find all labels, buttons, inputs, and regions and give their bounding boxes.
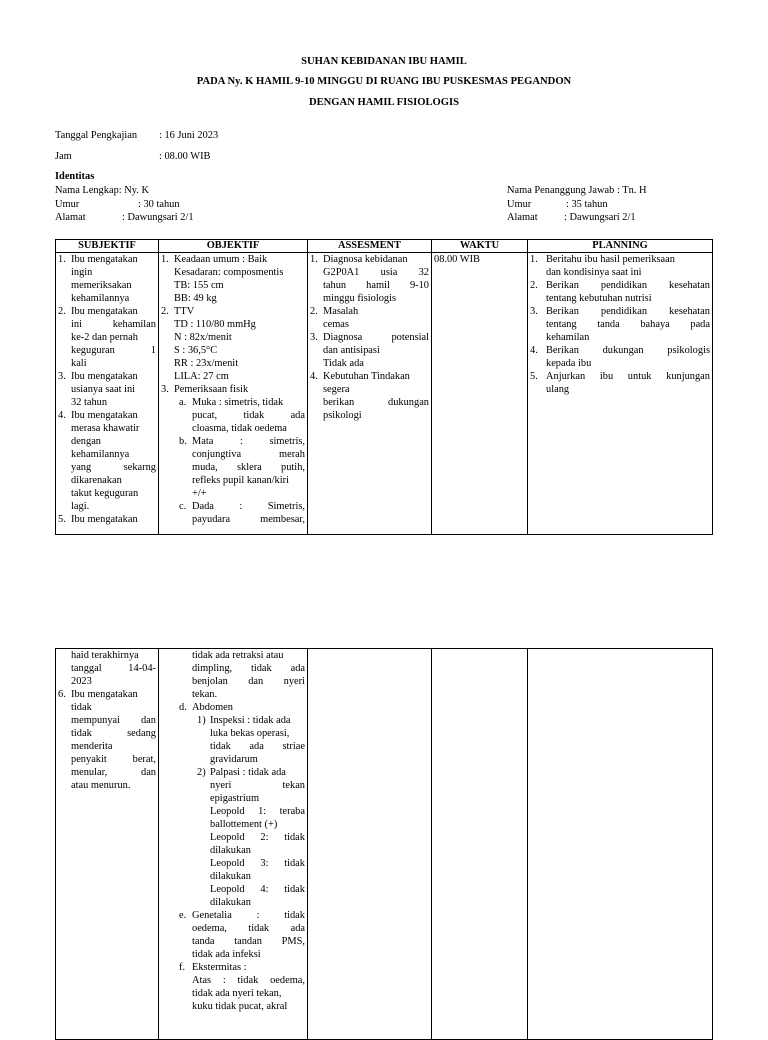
list-item-line: penyakit berat, xyxy=(71,754,156,765)
assessment-time-label: Jam xyxy=(55,151,72,162)
guardian-age-label: Umur xyxy=(507,199,532,210)
document-title-line-3: DENGAN HAMIL FISIOLOGIS xyxy=(308,97,460,108)
list-item-line: dan antisipasi xyxy=(323,345,380,356)
list-item-text xyxy=(546,305,710,344)
list-item-number: c. xyxy=(179,501,187,512)
list-item-line: ini kehamilan xyxy=(71,319,156,330)
list-item-text xyxy=(192,909,305,961)
planning-list xyxy=(530,253,710,534)
list-item-text xyxy=(192,435,305,500)
patient-age-value: : 30 tahun xyxy=(138,199,180,210)
list-item-line: ingin xyxy=(71,267,93,278)
patient-address-value: : Dawungsari 2/1 xyxy=(122,212,194,223)
list-item xyxy=(161,305,305,383)
soap-row-page-2 xyxy=(56,649,713,1040)
header-planning: PLANNING xyxy=(528,240,713,253)
list-item-line: tentang tanda bahaya pada xyxy=(546,319,710,330)
list-item-line: luka bekas operasi, xyxy=(210,728,290,739)
list-item-line: Leopold 3: tidak xyxy=(210,858,305,869)
list-item-number: 3. xyxy=(58,371,66,382)
list-item-line: RR : 23x/menit xyxy=(174,358,239,369)
list-item-line: tidak xyxy=(71,702,92,713)
list-item-number: 3. xyxy=(161,384,169,395)
list-item-line: Ibu mengatakan xyxy=(71,306,138,317)
header-waktu: WAKTU xyxy=(432,240,528,253)
list-item-number: 5. xyxy=(530,371,538,382)
list-item-number xyxy=(179,649,192,701)
list-item-line: dikarenakan xyxy=(71,475,122,486)
list-item-number: a. xyxy=(179,397,187,408)
list-item-line: Abdomen xyxy=(192,702,233,713)
list-item-number xyxy=(58,649,71,688)
list-item-text xyxy=(546,344,710,370)
list-item-line: dilakukan xyxy=(210,871,251,882)
list-item-text xyxy=(546,253,710,279)
list-item xyxy=(58,305,156,370)
list-item xyxy=(161,396,305,435)
list-item-line: segera xyxy=(323,384,350,395)
list-item-line: pucat, tidak ada xyxy=(192,410,305,421)
list-item-text xyxy=(174,253,305,305)
list-item-line: kuku tidak pucat, akral xyxy=(192,1001,288,1012)
list-item-line: Kebutuhan Tindakan xyxy=(323,371,410,382)
subjektif-list-continued xyxy=(58,649,156,1029)
list-item-line: LILA: 27 cm xyxy=(174,371,229,382)
list-item-number: 1. xyxy=(58,254,66,265)
list-item xyxy=(530,253,710,279)
list-item xyxy=(530,344,710,370)
list-item-line: ulang xyxy=(546,384,570,395)
list-item-line: payudara membesar, xyxy=(192,514,305,525)
list-item-line: Mata : simetris, xyxy=(192,436,305,447)
list-item-line: tanda tandan PMS, xyxy=(192,936,305,947)
objektif-list-continued xyxy=(161,649,305,1029)
list-item-line: tidak ada infeksi xyxy=(192,949,261,960)
list-item xyxy=(530,305,710,344)
list-item xyxy=(530,279,710,305)
list-item-line: 32 tahun xyxy=(71,397,108,408)
list-item-line: tekan. xyxy=(192,689,218,700)
patient-name: Nama Lengkap: Ny. K xyxy=(55,185,149,196)
header-assesment: ASSESMENT xyxy=(308,240,432,253)
soap-table-page-2 xyxy=(55,648,713,1040)
list-item-line: kehamilannya xyxy=(71,449,130,460)
list-item-number: e. xyxy=(179,910,187,921)
subjektif-list xyxy=(58,253,156,534)
patient-age-label: Umur xyxy=(55,199,80,210)
list-item-text xyxy=(71,409,156,513)
list-item-line: tahun hamil 9-10 xyxy=(323,280,429,291)
list-item-number: 4. xyxy=(58,410,66,421)
waktu-value: 08.00 WIB xyxy=(434,254,480,265)
list-item-text xyxy=(323,370,429,422)
list-item xyxy=(310,253,429,305)
list-item-line: Leopold 1: teraba xyxy=(210,806,305,817)
list-item-number: 3. xyxy=(530,306,538,317)
list-item-line: tidak ada nyeri tekan, xyxy=(192,988,282,999)
assessment-list xyxy=(310,253,429,534)
list-item-line: tidak ada retraksi atau xyxy=(192,650,284,661)
list-item-line: minggu fisiologis xyxy=(323,293,397,304)
list-item-number: 4. xyxy=(530,345,538,356)
objektif-list xyxy=(161,253,305,534)
list-item-text xyxy=(192,500,305,526)
list-item-line: Diagnosa kebidanan xyxy=(323,254,408,265)
list-item-number: d. xyxy=(179,702,187,713)
list-item-line: dan kondisinya saat ini xyxy=(546,267,642,278)
list-item-number: 4. xyxy=(310,371,318,382)
list-item xyxy=(161,701,305,714)
list-item xyxy=(58,513,156,526)
list-item-number: f. xyxy=(179,962,186,973)
list-item-text xyxy=(192,649,305,701)
list-item-line: psikologi xyxy=(323,410,362,421)
list-item xyxy=(58,253,156,305)
list-item-text xyxy=(546,279,710,305)
list-item-number: 1. xyxy=(530,254,538,265)
waktu-cell xyxy=(432,253,528,535)
list-item-number: 2) xyxy=(197,767,206,778)
list-item-line: cloasma, tidak oedema xyxy=(192,423,287,434)
list-item-line: TD : 110/80 mmHg xyxy=(174,319,256,330)
list-item-number: 1. xyxy=(161,254,169,265)
identitas-heading: Identitas xyxy=(55,171,95,182)
list-item-line: Beritahu ibu hasil pemeriksaan xyxy=(546,254,675,265)
assessment-cell-continued xyxy=(308,649,432,1040)
patient-address-label: Alamat xyxy=(55,212,86,223)
list-item-line: Diagnosa potensial xyxy=(323,332,429,343)
assessment-time-value: : 08.00 WIB xyxy=(159,151,211,162)
list-item-line: Keadaan umum : Baik xyxy=(174,254,268,265)
guardian-address-label: Alamat xyxy=(507,212,538,223)
list-item-line: Genetalia : tidak xyxy=(192,910,305,921)
list-item-line: yang sekarng xyxy=(71,462,156,473)
list-item-text xyxy=(71,688,156,792)
list-item-line: Dada : Simetris, xyxy=(192,501,305,512)
assessment-cell xyxy=(308,253,432,535)
list-item xyxy=(161,766,305,909)
list-item-line: kehamilannya xyxy=(71,293,130,304)
list-item-line: Ibu mengatakan xyxy=(71,371,138,382)
list-item-line: benjolan dan nyeri xyxy=(192,676,305,687)
header-subjektif: SUBJEKTIF xyxy=(56,240,159,253)
list-item-line: BB: 49 kg xyxy=(174,293,217,304)
list-item-text xyxy=(71,513,156,526)
soap-row-page-1 xyxy=(56,253,713,535)
list-item-line: tidak ada striae xyxy=(210,741,305,752)
list-item-number: 1) xyxy=(197,715,206,726)
list-item-line: TB: 155 cm xyxy=(174,280,224,291)
soap-header-row xyxy=(56,240,713,253)
list-item-line: atau menurun. xyxy=(71,780,131,791)
list-item-line: Ibu mengatakan xyxy=(71,410,138,421)
list-item-line: 2023 xyxy=(71,676,92,687)
list-item xyxy=(310,331,429,370)
list-item-line: kehamilan xyxy=(546,332,590,343)
list-item-number: 2. xyxy=(530,280,538,291)
guardian-address-value: : Dawungsari 2/1 xyxy=(564,212,636,223)
assessment-date-label: Tanggal Pengkajian xyxy=(55,130,138,141)
objektif-cell-continued xyxy=(159,649,308,1040)
planning-cell-continued xyxy=(528,649,713,1040)
list-item-line: dengan xyxy=(71,436,102,447)
list-item-line: nyeri tekan xyxy=(210,780,305,791)
subjektif-cell xyxy=(56,253,159,535)
list-item-line: Pemeriksaan fisik xyxy=(174,384,249,395)
guardian-name: Nama Penanggung Jawab : Tn. H xyxy=(507,185,647,196)
list-item-line: haid terakhirnya xyxy=(71,650,139,661)
list-item-text xyxy=(192,396,305,435)
list-item-line: Berikan pendidikan kesehatan xyxy=(546,280,710,291)
list-item-line: Ekstermitas : xyxy=(192,962,247,973)
soap-table-page-1 xyxy=(55,239,713,535)
list-item-line: menderita xyxy=(71,741,113,752)
list-item-line: Palpasi : tidak ada xyxy=(210,767,286,778)
list-item-number: 1. xyxy=(310,254,318,265)
list-item-text xyxy=(323,253,429,305)
list-item xyxy=(310,370,429,422)
list-item-number: 6. xyxy=(58,689,66,700)
list-item-line: refleks pupil kanan/kiri xyxy=(192,475,289,486)
list-item-line: Anjurkan ibu untuk kunjungan xyxy=(546,371,710,382)
list-item-line: menular, dan xyxy=(71,767,156,778)
list-item-line: N : 82x/menit xyxy=(174,332,232,343)
list-item-line: cemas xyxy=(323,319,349,330)
list-item-line: usianya saat ini xyxy=(71,384,136,395)
list-item-number: 2. xyxy=(310,306,318,317)
guardian-age-value: : 35 tahun xyxy=(566,199,608,210)
list-item xyxy=(58,688,156,792)
document-title-line-1: SUHAN KEBIDANAN IBU HAMIL xyxy=(301,56,467,67)
assessment-date-value: : 16 Juni 2023 xyxy=(159,130,219,141)
objektif-cell xyxy=(159,253,308,535)
list-item-text xyxy=(323,331,429,370)
list-item-number: b. xyxy=(179,436,187,447)
list-item-text xyxy=(71,370,156,409)
list-item-text xyxy=(174,383,305,396)
list-item-line: +/+ xyxy=(192,488,207,499)
list-item xyxy=(161,714,305,766)
list-item-text xyxy=(323,305,429,331)
list-item-line: memeriksakan xyxy=(71,280,132,291)
list-item-line: G2P0A1 usia 32 xyxy=(323,267,429,278)
list-item-line: Ibu mengatakan xyxy=(71,689,138,700)
waktu-cell-continued xyxy=(432,649,528,1040)
list-item xyxy=(161,253,305,305)
list-item-line: Muka : simetris, tidak xyxy=(192,397,284,408)
list-item xyxy=(310,305,429,331)
list-item-line: S : 36,5°C xyxy=(174,345,218,356)
list-item xyxy=(530,370,710,396)
planning-cell xyxy=(528,253,713,535)
list-item-line: mempunyai dan xyxy=(71,715,156,726)
list-item-line: Inspeksi : tidak ada xyxy=(210,715,291,726)
list-item-text xyxy=(174,305,305,383)
list-item xyxy=(161,909,305,961)
list-item-line: dimpling, tidak ada xyxy=(192,663,305,674)
list-item-line: muda, sklera putih, xyxy=(192,462,305,473)
list-item xyxy=(161,435,305,500)
list-item-line: TTV xyxy=(174,306,195,317)
list-item-line: Ibu mengatakan xyxy=(71,254,138,265)
list-item xyxy=(58,370,156,409)
list-item-number: 3. xyxy=(310,332,318,343)
list-item-line: kali xyxy=(71,358,87,369)
list-item-line: gravidarum xyxy=(210,754,258,765)
list-item-line: Kesadaran: composmentis xyxy=(174,267,284,278)
list-item-line: tentang kebutuhan nutrisi xyxy=(546,293,652,304)
list-item-line: Berikan dukungan psikologis xyxy=(546,345,710,356)
list-item-line: kepada ibu xyxy=(546,358,592,369)
list-item-line: tidak sedang xyxy=(71,728,156,739)
list-item-line: Atas : tidak oedema, xyxy=(192,975,305,986)
list-item-line: Ibu mengatakan xyxy=(71,514,138,525)
list-item-line: Masalah xyxy=(323,306,359,317)
list-item-text xyxy=(71,649,156,688)
list-item-line: merasa khawatir xyxy=(71,423,140,434)
list-item xyxy=(58,649,156,688)
list-item-line: dilakukan xyxy=(210,897,251,908)
document-title-line-2: PADA Ny. K HAMIL 9-10 MINGGU DI RUANG IBU PUSKESMAS PEGANDON xyxy=(196,76,572,87)
list-item-text xyxy=(71,305,156,370)
list-item-text xyxy=(210,714,305,766)
list-item-line: Leopold 4: tidak xyxy=(210,884,305,895)
list-item-line: ballottement (+) xyxy=(210,819,278,830)
list-item-text xyxy=(192,701,305,714)
list-item-number: 2. xyxy=(58,306,66,317)
list-item xyxy=(161,383,305,396)
list-item-line: keguguran 1 xyxy=(71,345,156,356)
list-item xyxy=(161,961,305,1013)
list-item-line: epigastrium xyxy=(210,793,260,804)
list-item-text xyxy=(192,961,305,1013)
list-item xyxy=(161,500,305,526)
list-item xyxy=(58,409,156,513)
list-item-line: dilakukan xyxy=(210,845,251,856)
list-item-line: berikan dukungan xyxy=(323,397,429,408)
list-item-number: 5. xyxy=(58,514,66,525)
header-objektif: OBJEKTIF xyxy=(159,240,308,253)
subjektif-cell-continued xyxy=(56,649,159,1040)
list-item-line: tanggal 14-04- xyxy=(71,663,156,674)
list-item xyxy=(161,649,305,701)
list-item-line: conjungtiva merah xyxy=(192,449,305,460)
list-item-line: Leopold 2: tidak xyxy=(210,832,305,843)
list-item-line: lagi. xyxy=(71,501,90,512)
list-item-line: Berikan pendidikan kesehatan xyxy=(546,306,710,317)
list-item-text xyxy=(210,766,305,909)
list-item-text xyxy=(71,253,156,305)
list-item-number: 2. xyxy=(161,306,169,317)
list-item-text xyxy=(546,370,710,396)
list-item-line: oedema, tidak ada xyxy=(192,923,305,934)
list-item-line: Tidak ada xyxy=(323,358,364,369)
list-item-line: takut keguguran xyxy=(71,488,139,499)
list-item-line: ke-2 dan pernah xyxy=(71,332,138,343)
